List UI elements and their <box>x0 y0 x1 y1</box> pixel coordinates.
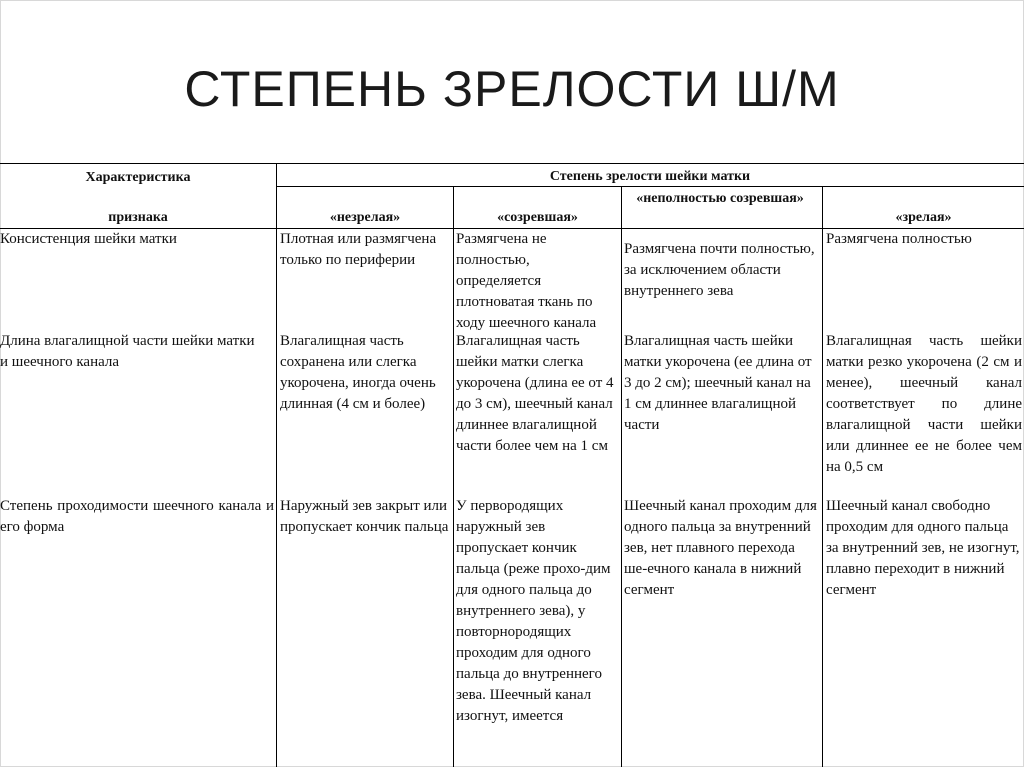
stage1-cell: Плотная или размягчена только по периферии <box>280 231 437 268</box>
feature-cell: Длина влагалищной части шейки матки и шеечного канала <box>0 333 255 370</box>
column-divider-2 <box>453 186 454 767</box>
feature-cell: Консистенция шейки матки <box>0 231 177 247</box>
stage2-cell: Влагалищная часть шейки матки слегка укорочена (длина ее от 4 до 3 см), шеечный канал длиннее влагалищной части более чем на 1 см <box>456 333 614 454</box>
stage4-cell: Шеечный канал свободно проходим для одного пальца за внутренний зев, не изогнут, плавно переходит в нижний сегмент <box>826 498 1020 598</box>
column-divider-3 <box>621 186 622 767</box>
stage3-cell: Шеечный канал проходим для одного пальца за внутренний зев, нет плавного перехода ше-ечного канала в нижний сегмент <box>624 498 817 598</box>
header-stage-mature: «зрелая» <box>895 210 952 225</box>
header-characteristic: Характеристика <box>85 170 191 185</box>
column-divider-4 <box>822 186 823 767</box>
slide-title: СТЕПЕНЬ ЗРЕЛОСТИ Ш/М <box>184 61 840 117</box>
group-header-divider <box>276 186 1024 187</box>
header-stage-ripened: «созревшая» <box>497 210 578 225</box>
stage1-cell: Влагалищная часть сохранена или слегка укорочена, иногда очень длинная (4 см и более) <box>280 333 436 412</box>
header-stage-partially-ripened: «неполностью созревшая» <box>636 191 804 206</box>
stage4-cell: Размягчена полностью <box>826 231 972 247</box>
stage3-cell: Влагалищная часть шейки матки укорочена (ее длина от 3 до 2 см); шеечный канал на 1 см длиннее влагалищной части <box>624 333 812 433</box>
header-stage-immature: «незрелая» <box>329 210 401 225</box>
feature-cell: Степень проходимости шеечного канала и его форма <box>0 498 274 535</box>
table-top-border <box>0 163 1024 164</box>
stage4-cell: Влагалищная часть шейки матки резко укорочена (2 см и менее), шеечный канал соответствует по длине влагалищной части шейки или длиннее ее не более чем на 0,5 см <box>826 333 1022 475</box>
stage2-cell: Размягчена не полностью, определяется плотноватая ткань по ходу шеечного канала <box>456 231 597 331</box>
header-characteristic-sign: признака <box>108 210 168 225</box>
stage2-cell: У первородящих наружный зев пропускает кончик пальца (реже прохо-дим для одного пальца до внутреннего зева), у повторнородящих проходим для одного пальца до внутреннего зева. Шеечный канал изогнут, имеется <box>456 498 611 724</box>
stage1-cell: Наружный зев закрыт или пропускает кончик пальца <box>280 498 449 535</box>
column-divider-1 <box>276 163 277 767</box>
stage3-cell: Размягчена почти полностью, за исключением области внутреннего зева <box>624 241 815 299</box>
header-maturity-group: Степень зрелости шейки матки <box>549 169 751 184</box>
